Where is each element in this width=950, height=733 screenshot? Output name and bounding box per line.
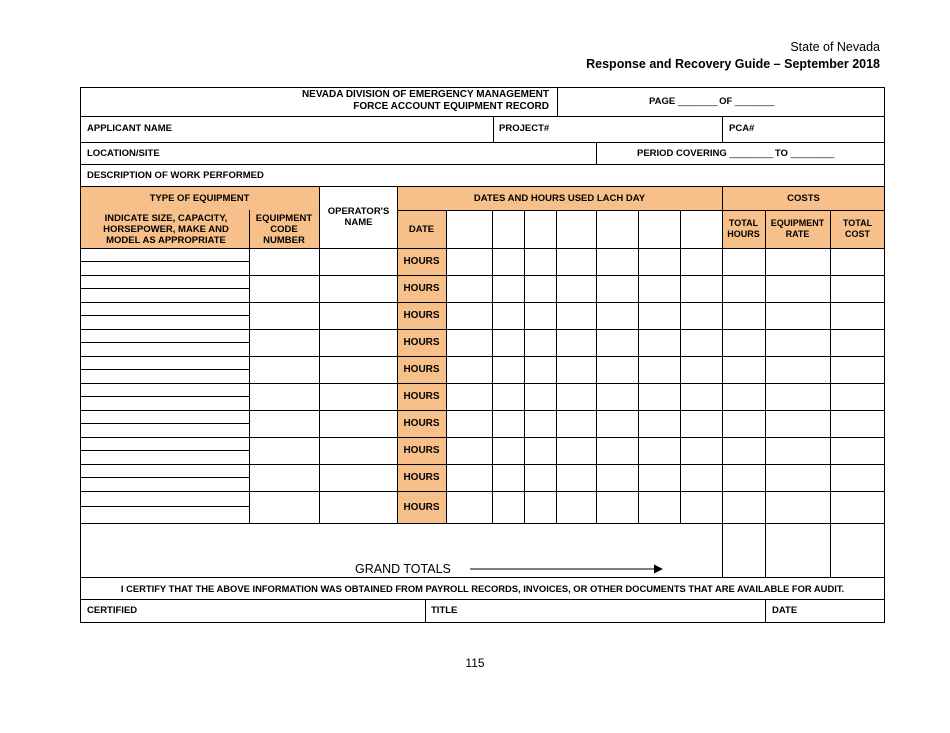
hours-label: HOURS bbox=[403, 310, 440, 321]
period-covering-label: PERIOD COVERING bbox=[637, 148, 727, 159]
col-line bbox=[249, 210, 250, 523]
date-sign-label: DATE bbox=[772, 605, 798, 616]
project-label: PROJECT# bbox=[499, 123, 550, 134]
page-blank: _________ bbox=[677, 96, 717, 107]
indicate-size-header: INDICATE SIZE, CAPACITY, HORSEPOWER, MAKE AND MODEL AS APPROPRIATE bbox=[103, 213, 229, 246]
sub-line bbox=[80, 288, 249, 289]
hours-label: HOURS bbox=[403, 445, 440, 456]
certified-label: CERTIFIED bbox=[87, 605, 138, 616]
dates-hours-header: DATES AND HOURS USED LACH DAY bbox=[473, 192, 646, 204]
col-line bbox=[492, 210, 493, 523]
sub-line bbox=[80, 369, 249, 370]
equipment-rate-header: EQUIPMENT RATE bbox=[770, 218, 825, 239]
sub-line bbox=[80, 477, 249, 478]
row-line bbox=[80, 164, 885, 165]
of-label: OF bbox=[719, 96, 733, 107]
col-line bbox=[446, 210, 447, 523]
col-line bbox=[830, 210, 831, 577]
sub-line bbox=[80, 261, 249, 262]
sub-line bbox=[80, 423, 249, 424]
hours-label: HOURS bbox=[403, 501, 440, 513]
hours-label: HOURS bbox=[403, 391, 440, 402]
hours-label: HOURS bbox=[403, 364, 440, 375]
row-line bbox=[80, 116, 885, 117]
of-blank: _________ bbox=[734, 96, 774, 107]
sub-line bbox=[80, 506, 249, 507]
col-line bbox=[596, 142, 597, 164]
applicant-name-label: APPLICANT NAME bbox=[87, 123, 172, 134]
col-line bbox=[765, 210, 766, 577]
period-covering-field[interactable] bbox=[637, 148, 833, 159]
location-site-label: LOCATION/SITE bbox=[87, 148, 160, 159]
sub-line bbox=[80, 396, 249, 397]
operator-name-header: OPERATOR'S NAME bbox=[327, 206, 390, 228]
type-of-equipment-header: TYPE OF EQUIPMENT bbox=[149, 192, 250, 204]
grand-totals-arrow-icon bbox=[470, 563, 665, 575]
col-line bbox=[556, 210, 557, 523]
description-label: DESCRIPTION OF WORK PERFORMED bbox=[87, 170, 264, 181]
form-title-line2: FORCE ACCOUNT EQUIPMENT RECORD bbox=[353, 101, 549, 112]
equipment-code-header: EQUIPMENT CODE NUMBER bbox=[255, 213, 313, 246]
col-line bbox=[765, 599, 766, 623]
costs-header: COSTS bbox=[787, 192, 820, 204]
period-to-blank: __________ bbox=[790, 148, 834, 159]
hours-label: HOURS bbox=[403, 283, 440, 294]
guide-header: Response and Recovery Guide – September 2018 bbox=[586, 57, 880, 71]
col-line bbox=[557, 87, 558, 116]
date-header: DATE bbox=[408, 223, 435, 235]
col-line bbox=[722, 116, 723, 142]
page-label: PAGE bbox=[649, 96, 676, 107]
hours-label: HOURS bbox=[403, 418, 440, 429]
page-number: 115 bbox=[465, 656, 485, 670]
hours-label: HOURS bbox=[403, 337, 440, 348]
col-line bbox=[493, 116, 494, 142]
pca-label: PCA# bbox=[729, 123, 755, 134]
sub-line bbox=[80, 450, 249, 451]
sub-line bbox=[80, 315, 249, 316]
period-from-blank: __________ bbox=[729, 148, 773, 159]
total-hours-header: TOTAL HOURS bbox=[727, 218, 760, 239]
page-of-field[interactable] bbox=[649, 96, 773, 107]
total-cost-header: TOTAL COST bbox=[842, 218, 873, 239]
hours-label: HOURS bbox=[403, 472, 440, 483]
col-line bbox=[524, 210, 525, 523]
form-title-line1: NEVADA DIVISION OF EMERGENCY MANAGEMENT bbox=[301, 89, 549, 100]
col-line bbox=[596, 210, 597, 523]
col-line bbox=[425, 599, 426, 623]
col-line bbox=[680, 210, 681, 523]
state-header: State of Nevada bbox=[790, 40, 880, 54]
hours-label: HOURS bbox=[403, 256, 440, 267]
equipment-record-form bbox=[80, 87, 885, 623]
to-label: TO bbox=[774, 148, 788, 159]
sub-line bbox=[80, 342, 249, 343]
row-line bbox=[80, 142, 885, 143]
col-line bbox=[638, 210, 639, 523]
certification-statement: I CERTIFY THAT THE ABOVE INFORMATION WAS OBTAINED FROM PAYROLL RECORDS, INVOICES, OR OTHER DOCUMENTS THAT ARE AVAILABLE FOR AUDIT. bbox=[120, 582, 845, 594]
title-label: TITLE bbox=[431, 605, 458, 616]
grand-totals-label: GRAND TOTALS bbox=[355, 562, 451, 576]
